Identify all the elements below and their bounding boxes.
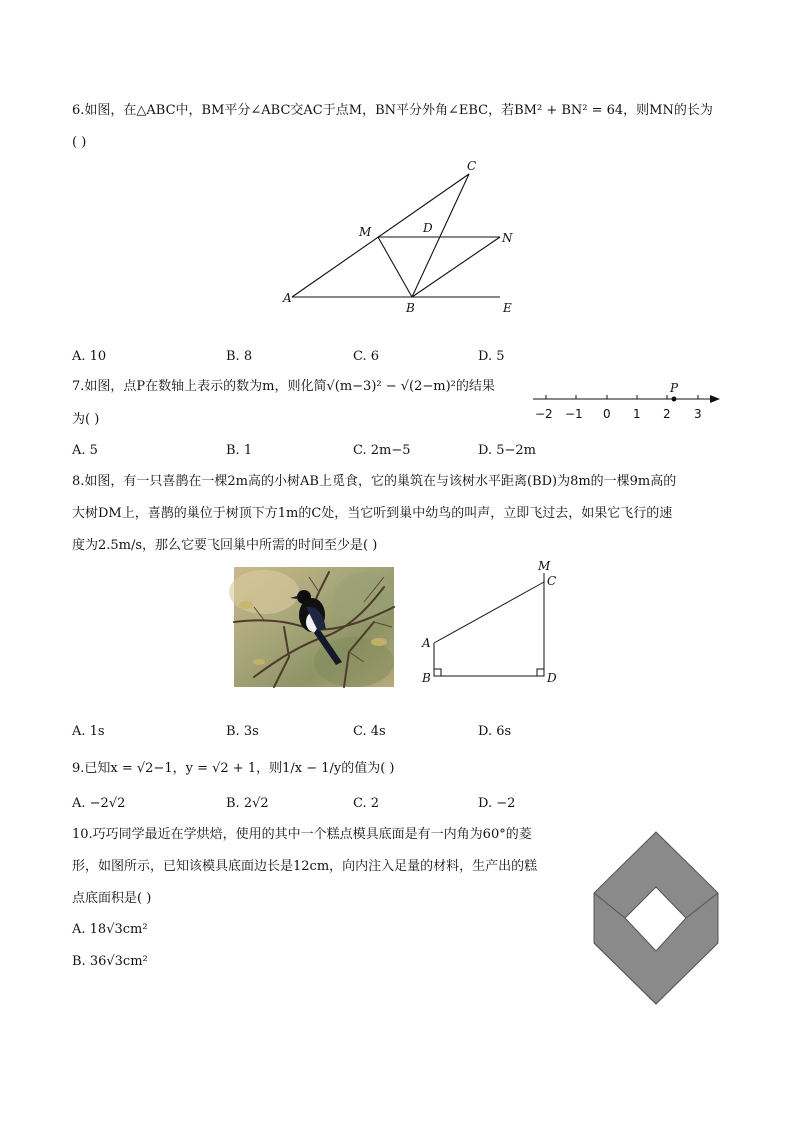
q8-option-b: B. 3s: [226, 724, 259, 739]
q6-label-B: B: [406, 301, 415, 315]
q8-option-a: A. 1s: [72, 724, 105, 739]
q6-option-d: D. 5: [478, 349, 505, 364]
q10-stem-line3: 点底面积是( ): [72, 891, 152, 906]
q7-tick-label: 2: [663, 407, 671, 421]
q7-tick-label: −2: [535, 407, 553, 421]
q10-stem-line2: 形，如图所示，已知该模具底面边长是12cm，向内注入足量的材料，生产出的糕: [72, 859, 538, 874]
q6-label-A: A: [283, 291, 292, 305]
q9-option-b: B. 2√2: [226, 796, 269, 811]
q7-stem-continued: 为( ): [72, 412, 100, 427]
q6-label-D: D: [423, 221, 433, 235]
q9-stem: 9.已知x = √2−1，y = √2 + 1，则1/x − 1/y的值为( ): [72, 761, 395, 776]
q10-stem-line1: 10.巧巧同学最近在学烘焙，使用的其中一个糕点模具底面是有一内角为60°的菱: [72, 827, 532, 842]
q8-stem-line1: 8.如图，有一只喜鹊在一棵2m高的小树AB上觅食，它的巢筑在与该树水平距离(BD)为8m的一棵9m高的: [72, 474, 677, 489]
q8-stem-line2: 大树DM上，喜鹊的巢位于树顶下方1m的C处，当它听到巢中幼鸟的叫声，立即飞过去，如果它飞行的速: [72, 506, 673, 521]
q6-label-M: M: [359, 225, 372, 239]
q7-option-c: C. 2m−5: [353, 443, 411, 458]
q10-option-b: B. 36√3cm²: [72, 954, 148, 969]
q7-tick-label: 0: [603, 407, 611, 421]
q6-label-E: E: [503, 301, 512, 315]
q6-option-b: B. 8: [226, 349, 253, 364]
q6-label-C: C: [467, 159, 477, 173]
q9-option-a: A. −2√2: [72, 796, 126, 811]
q7-option-a: A. 5: [72, 443, 98, 458]
q8-option-c: C. 4s: [353, 724, 386, 739]
q8-label-M: M: [538, 559, 551, 573]
q6-label-N: N: [502, 231, 513, 245]
q7-tick-label: 3: [694, 407, 702, 421]
q7-option-b: B. 1: [226, 443, 253, 458]
q8-label-A: A: [422, 636, 431, 650]
q8-stem-line3: 度为2.5m/s，那么它要飞回巢中所需的时间至少是( ): [72, 538, 378, 553]
q7-option-d: D. 5−2m: [478, 443, 536, 458]
q7-stem: 7.如图，点P在数轴上表示的数为m，则化简√(m−3)² − √(2−m)²的结果: [72, 379, 495, 394]
q8-label-B: B: [422, 671, 431, 685]
q7-tick-label: 1: [633, 407, 641, 421]
q8-option-d: D. 6s: [478, 724, 512, 739]
q7-tick-label: −1: [565, 407, 583, 421]
q9-option-d: D. −2: [478, 796, 516, 811]
q7-label-P: P: [670, 381, 679, 395]
q8-label-C: C: [547, 574, 557, 588]
q9-option-c: C. 2: [353, 796, 380, 811]
q6-bracket: ( ): [72, 135, 87, 150]
q6-option-c: C. 6: [353, 349, 380, 364]
q6-stem: 6.如图，在△ABC中，BM平分∠ABC交AC于点M，BN平分外角∠EBC，若BM² + BN² = 64，则MN的长为: [72, 103, 713, 118]
q10-option-a: A. 18√3cm²: [72, 922, 148, 937]
q6-option-a: A. 10: [72, 349, 107, 364]
q8-label-D: D: [547, 671, 557, 685]
